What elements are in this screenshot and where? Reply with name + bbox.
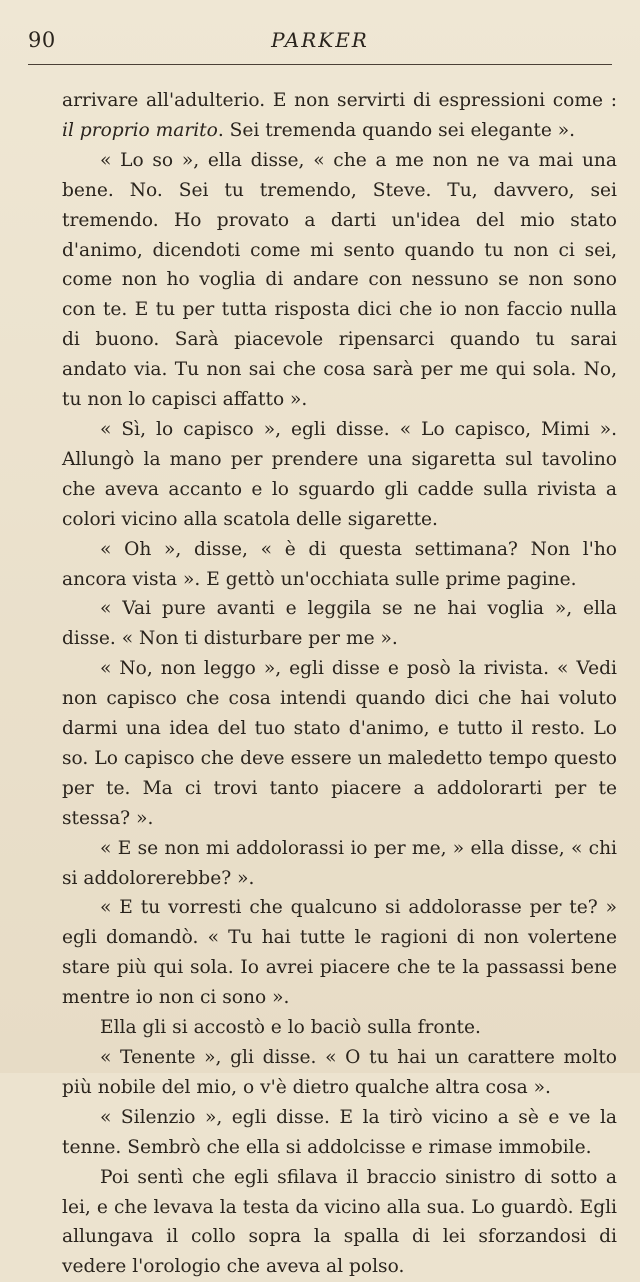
- paragraph: Poi sentì che egli sfilava il braccio sinistro di sotto a lei, e che levava la testa da vicino alla sua. Lo guardò. Egli allungava il collo sopra la spalla di lei sforzandosi di vedere l'orologio che aveva al polso.: [62, 1166, 617, 1278]
- paragraph: Ella gli si accostò e lo baciò sulla fronte.: [100, 1017, 481, 1039]
- paragraph: [62, 86, 617, 146]
- page-header: [28, 28, 612, 58]
- paragraph: « Vai pure avanti e leggila se ne hai voglia », ella disse. « Non ti disturbare per me ».: [62, 598, 617, 650]
- paragraph: « Tenente », gli disse. « O tu hai un carattere molto più nobile del mio, o v'è dietro qualche altra cosa ».: [62, 1047, 617, 1098]
- paragraph-text: . Sei tremenda quando sei elegante ».: [217, 119, 576, 141]
- paragraph: « E se non mi addolorassi io per me, » ella disse, « chi si addolorerebbe? ».: [62, 837, 617, 889]
- page-number: 90: [28, 28, 56, 52]
- paragraph: « Sì, lo capisco », egli disse. « Lo capisco, Mimi ». Allungò la mano per prendere una sigaretta sul tavolino che aveva accanto e lo sguardo gli cadde sulla rivista a colori vicino alla scatola delle sigarette.: [62, 418, 617, 530]
- header-rule: [28, 64, 612, 65]
- body-text: [62, 86, 617, 1282]
- italic-phrase: il proprio marito: [62, 119, 218, 141]
- paragraph: « Oh », disse, « è di questa settimana? Non l'ho ancora vista ». E gettò un'occhiata sulle prime pagine.: [62, 538, 617, 590]
- paragraph: « Silenzio », egli disse. E la tirò vicino a sè e ve la tenne. Sembrò che ella si addolcisse e rimase immobile.: [62, 1106, 617, 1158]
- running-head: PARKER: [271, 28, 369, 52]
- paragraph: « E tu vorresti che qualcuno si addolorasse per te? » egli domandò. « Tu hai tutte le ragioni di non volertene stare più qui sola. Io avrei piacere che te la passassi bene mentre io non ci sono ».: [62, 897, 617, 1009]
- paragraph: « No, non leggo », egli disse e posò la rivista. « Vedi non capisco che cosa intendi quando dici che hai voluto darmi una idea del tuo stato d'animo, e tutto il resto. Lo so. Lo capisco che deve essere un maledetto tempo questo per te. Ma ci trovi tanto piacere a addolorarti per te stessa? ».: [62, 658, 617, 829]
- paragraph: « Lo so », ella disse, « che a me non ne va mai una bene. No. Sei tu tremendo, Steve. Tu, davvero, sei tremendo. Ho provato a darti un'idea del mio stato d'animo, dicendoti come mi sento quando tu non ci sei, come non ho voglia di andare con nessuno se non sono con te. E tu per tutta risposta dici che io non faccio nulla di buono. Sarà piacevole ripensarci quando tu sarai andato via. Tu non sai che cosa sarà per me qui sola. No, tu non lo capisci affatto ».: [62, 149, 617, 411]
- paragraph-text: arrivare all'adulterio. E non servirti di espressioni come :: [62, 90, 617, 111]
